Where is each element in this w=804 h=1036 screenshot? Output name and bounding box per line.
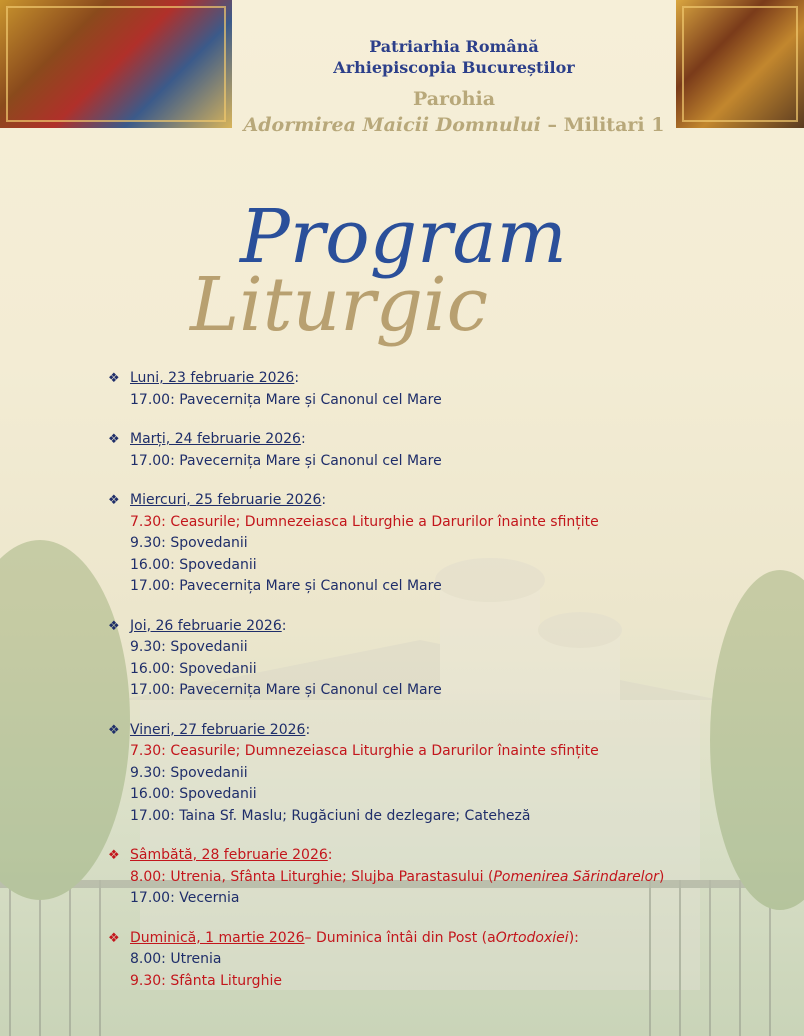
parish-name-italic: Adormirea Maicii Domnului [243,114,541,136]
service-line [108,806,788,828]
day-heading [108,928,788,950]
service-text: 8.00: Utrenia, Sfânta Liturghie; Slujba Parastasului ( [130,868,494,885]
day-heading-suffix: : [321,492,327,508]
day-date-label: Duminică, 1 martie 2026 [130,929,305,946]
service-line [108,971,788,993]
day-date-label: Sâmbătă, 28 februarie 2026 [130,847,328,863]
patriarchate-title: Patriarhia Română [369,37,539,56]
service-text: 17.00: Pavecernița Mare și Canonul cel Mare [130,682,442,698]
day-heading-suffix: – Duminica întâi din Post (a [304,929,496,946]
saint-writer-icon-image [676,0,804,128]
service-text-italic: Pomenirea Sărindarelor [493,868,659,885]
service-line [108,512,788,534]
service-text: 16.00: Spovedanii [130,660,257,677]
day-heading-italic: Ortodoxiei [495,929,569,946]
title-word-program: Program [240,194,567,280]
diamond-bullet-icon: ❖ [108,371,120,386]
day-heading [108,490,788,512]
day-heading [108,845,788,867]
dormition-icon-image [0,0,232,128]
schedule-day [108,928,788,993]
day-heading-suffix: : [300,431,306,447]
service-line [108,659,788,681]
day-date-label: Vineri, 27 februarie 2026 [130,721,306,738]
diamond-bullet-icon: ❖ [108,493,120,508]
service-text: 9.30: Spovedanii [130,535,248,551]
service-text: 9.30: Spovedanii [130,639,248,655]
service-text: 7.30: Ceasurile; Dumnezeiasca Liturghie a Darurilor înainte sfințite [130,513,599,530]
schedule-day [108,720,788,828]
day-heading-suffix: : [305,721,311,738]
day-heading-end: ): [568,929,579,946]
service-line [108,763,788,785]
service-text: 9.30: Sfânta Liturghie [130,972,282,989]
service-line [108,451,788,473]
service-line [108,680,788,702]
day-heading [108,616,788,638]
service-text: 17.00: Pavecernița Mare și Canonul cel Mare [130,452,442,469]
archdiocese-title: Arhiepiscopia Bucureștilor [333,58,575,77]
service-line [108,390,788,412]
schedule-day [108,368,788,411]
service-line [108,888,788,910]
program-liturgic-title [170,180,640,350]
day-heading [108,368,788,390]
diamond-bullet-icon: ❖ [108,848,120,863]
liturgical-schedule [108,368,788,1010]
schedule-day [108,429,788,472]
schedule-day [108,845,788,910]
service-line [108,741,788,763]
header [232,36,676,138]
service-line [108,784,788,806]
parish-name-rest: – Militari 1 [540,114,665,136]
service-text-end: ) [658,868,665,885]
day-heading-suffix: : [281,617,287,634]
diamond-bullet-icon: ❖ [108,930,120,946]
service-line [108,637,788,659]
service-text: 17.00: Vecernia [130,890,240,906]
service-text: 17.00: Pavecernița Mare și Canonul cel Mare [130,578,442,594]
schedule-day [108,490,788,598]
service-line [108,555,788,577]
service-text: 7.30: Ceasurile; Dumnezeiasca Liturghie a Darurilor înainte sfințite [130,743,599,759]
day-heading-suffix: : [294,370,300,386]
day-heading [108,429,788,451]
diamond-bullet-icon: ❖ [108,432,120,447]
service-line [108,533,788,555]
service-text: 17.00: Pavecernița Mare și Canonul cel Mare [130,391,442,408]
service-text: 16.00: Spovedanii [130,786,257,802]
title-word-liturgic: Liturgic [190,262,489,348]
parish-name [232,112,676,138]
service-text: 9.30: Spovedanii [130,764,248,781]
schedule-day [108,616,788,702]
service-line [108,867,788,889]
diamond-bullet-icon: ❖ [108,722,120,738]
day-date-label: Luni, 23 februarie 2026 [130,370,295,386]
day-heading [108,720,788,742]
service-text: 8.00: Utrenia [130,951,222,967]
diamond-bullet-icon: ❖ [108,618,120,634]
service-line [108,949,788,971]
service-text: 16.00: Spovedanii [130,556,257,573]
day-date-label: Joi, 26 februarie 2026 [130,617,282,634]
service-text: 17.00: Taina Sf. Maslu; Rugăciuni de dezlegare; Cateheză [130,807,531,824]
day-date-label: Miercuri, 25 februarie 2026 [130,492,322,508]
day-date-label: Marți, 24 februarie 2026 [130,431,301,447]
parish-label: Parohia [412,88,496,110]
day-heading-suffix: : [327,847,333,863]
service-line [108,576,788,598]
